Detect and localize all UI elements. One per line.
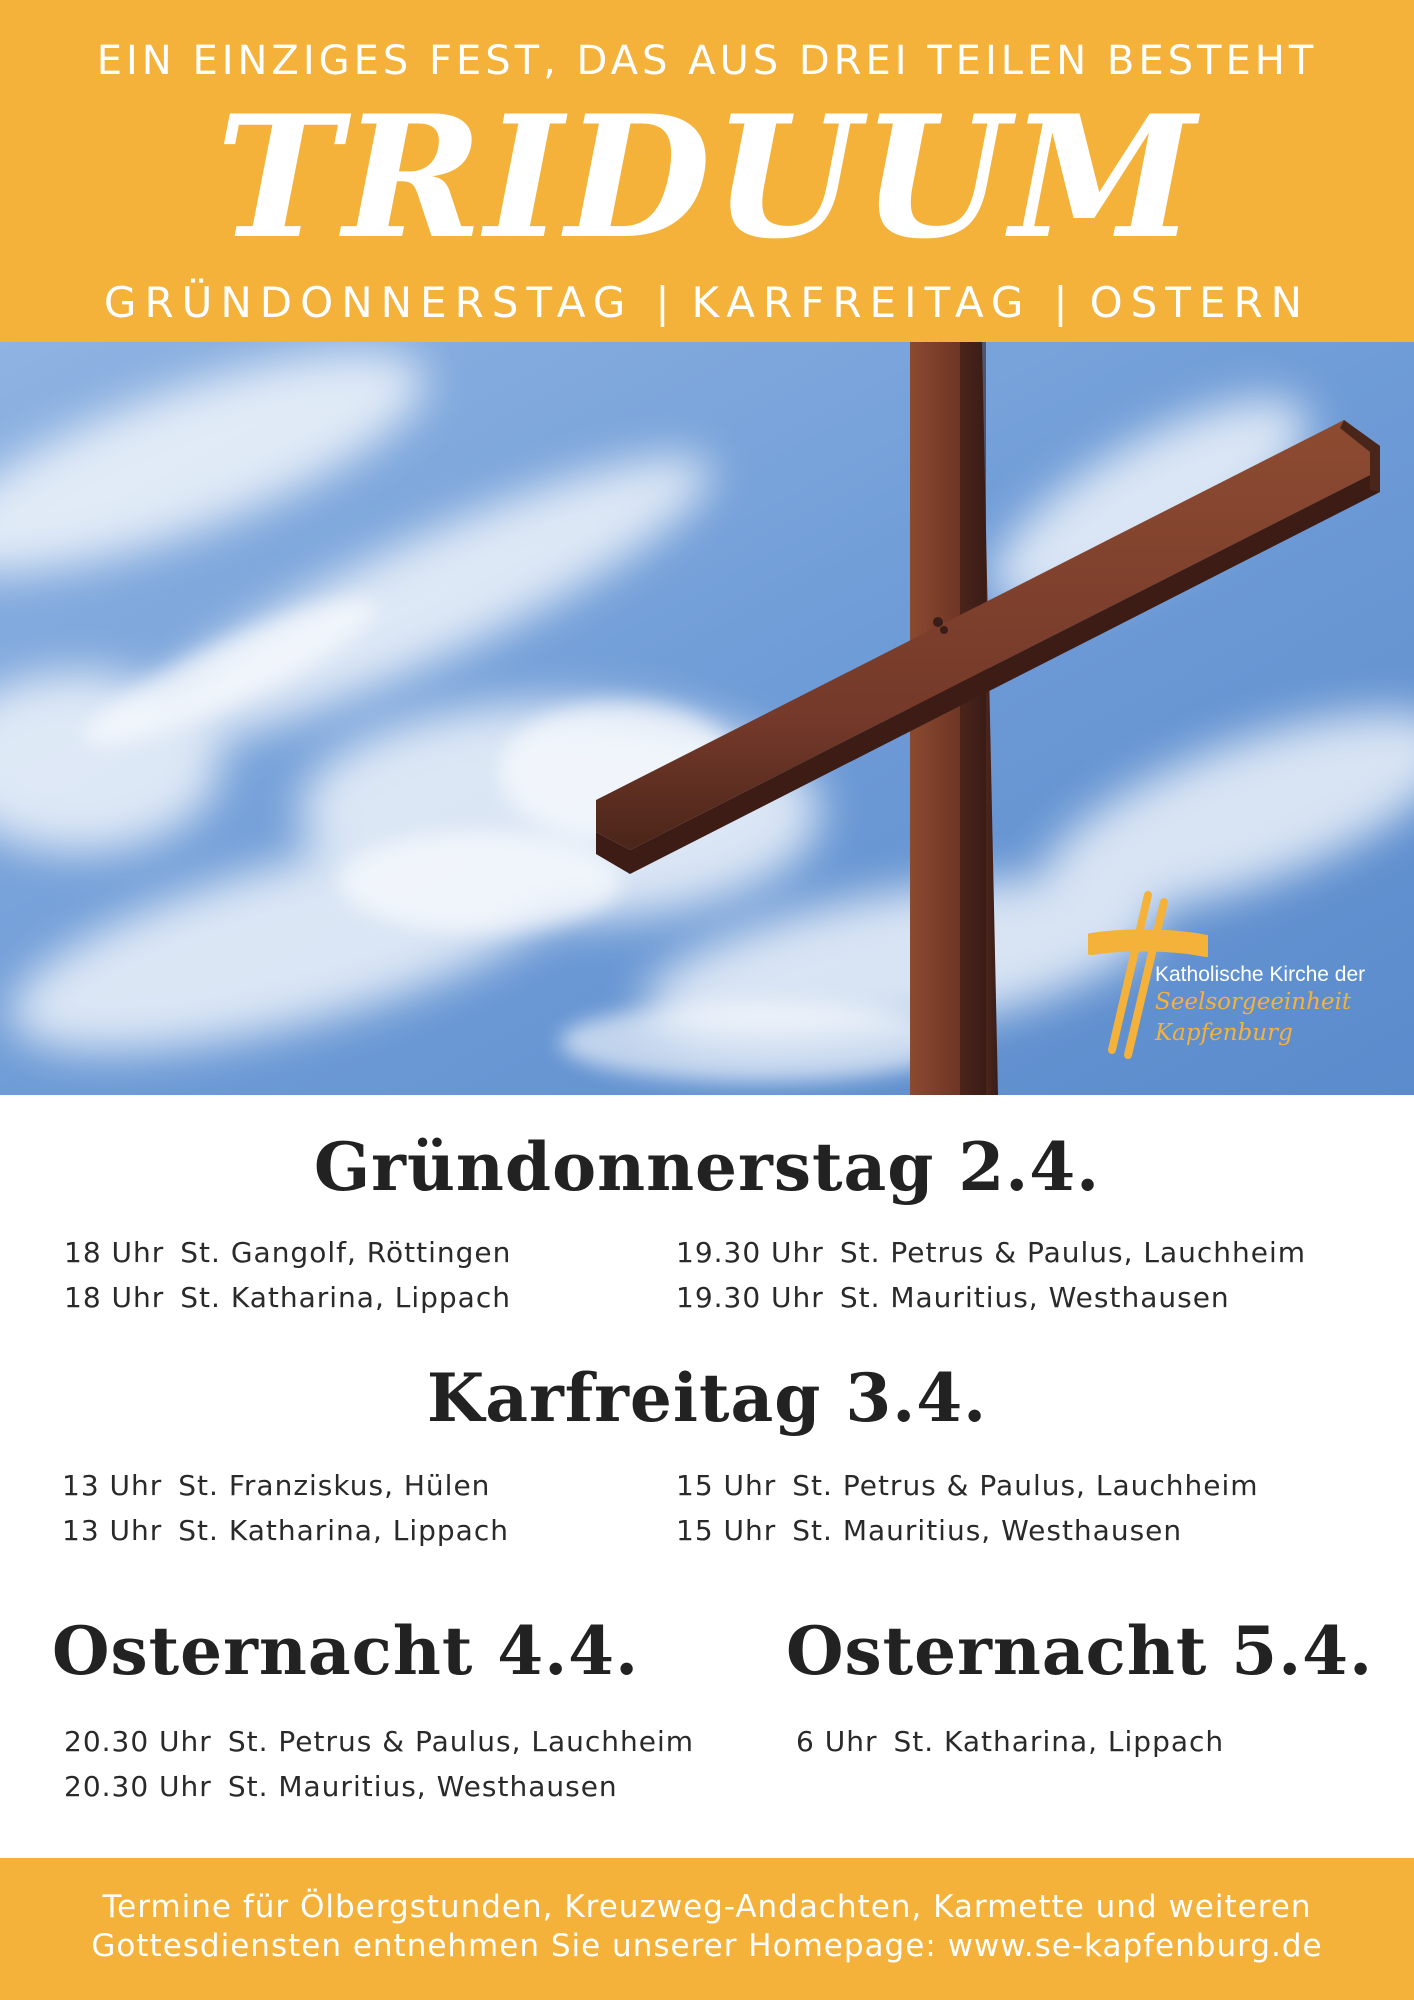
event-place: St. Petrus & Paulus, Lauchheim (839, 1236, 1307, 1269)
footer-line-2: Gottesdiensten entnehmen Sie unserer Homepage: www.se-kapfenburg.de (91, 1928, 1323, 1964)
event-item (62, 1469, 490, 1502)
event-time: 20.30 Uhr (64, 1770, 212, 1803)
event-time: 13 Uhr (62, 1469, 163, 1502)
heading-osternacht-5-4: Osternacht 5.4. (786, 1612, 1374, 1690)
event-item (64, 1725, 694, 1758)
tagline: EIN EINZIGES FEST, DAS AUS DREI TEILEN BESTEHT (96, 38, 1318, 84)
event-item (676, 1514, 1182, 1547)
event-item (796, 1725, 1224, 1758)
event-place: St. Franziskus, Hülen (178, 1469, 491, 1502)
logo-line-3: Kapfenburg (1155, 1020, 1293, 1046)
event-item (64, 1281, 511, 1314)
event-place: St. Petrus & Paulus, Lauchheim (227, 1725, 695, 1758)
event-place: St. Gangolf, Röttingen (180, 1236, 512, 1269)
event-place: St. Katharina, Lippach (178, 1514, 509, 1547)
event-time: 19.30 Uhr (676, 1281, 824, 1314)
header-banner (0, 0, 1414, 342)
event-item (62, 1514, 509, 1547)
heading-osternacht-4-4: Osternacht 4.4. (52, 1612, 640, 1690)
event-item (676, 1236, 1306, 1269)
event-item (64, 1770, 618, 1803)
event-time: 19.30 Uhr (676, 1236, 824, 1269)
event-item (676, 1281, 1230, 1314)
event-time: 13 Uhr (62, 1514, 163, 1547)
page-title: TRIDUUM (216, 78, 1198, 276)
day-karfreitag: KARFREITAG (691, 278, 1032, 327)
days-separator: | (655, 278, 670, 327)
event-item (676, 1469, 1259, 1502)
logo (1155, 963, 1365, 1049)
event-time: 18 Uhr (64, 1236, 165, 1269)
logo-line-2: Seelsorgeeinheit (1155, 989, 1352, 1015)
event-item (64, 1236, 511, 1269)
event-time: 15 Uhr (676, 1514, 777, 1547)
logo-line-1: Katholische Kirche der (1155, 963, 1366, 986)
days-separator: | (1053, 278, 1068, 327)
days-line (0, 278, 1414, 327)
footer-line-1: Termine für Ölbergstunden, Kreuzweg-Andachten, Karmette und weiteren (102, 1889, 1312, 1925)
event-time: 6 Uhr (796, 1725, 878, 1758)
heading-gruendonnerstag: Gründonnerstag 2.4. (313, 1128, 1101, 1206)
footer-banner (0, 1858, 1414, 2000)
heading-karfreitag: Karfreitag 3.4. (426, 1359, 988, 1437)
event-place: St. Petrus & Paulus, Lauchheim (792, 1469, 1259, 1502)
day-ostern: OSTERN (1089, 278, 1311, 327)
day-gruendonnerstag: GRÜNDONNERSTAG (103, 278, 634, 327)
event-place: St. Mauritius, Westhausen (839, 1281, 1230, 1314)
event-place: St. Katharina, Lippach (893, 1725, 1225, 1758)
event-time: 15 Uhr (676, 1469, 777, 1502)
event-place: St. Mauritius, Westhausen (227, 1770, 618, 1803)
event-place: St. Katharina, Lippach (180, 1281, 511, 1314)
event-time: 20.30 Uhr (64, 1725, 212, 1758)
event-place: St. Mauritius, Westhausen (792, 1514, 1183, 1547)
event-time: 18 Uhr (64, 1281, 165, 1314)
